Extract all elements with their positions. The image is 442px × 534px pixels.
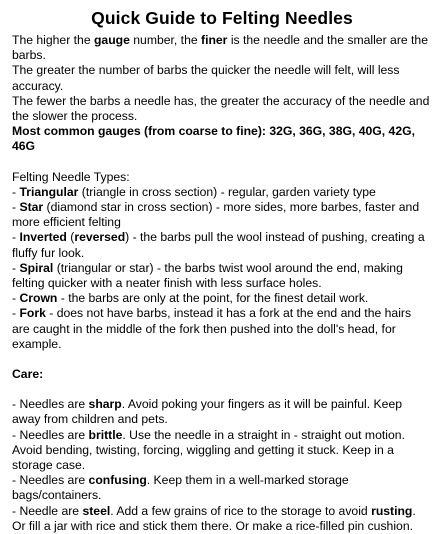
document-page — [12, 0, 432, 534]
text-run: . Keep them in a well-marked storage bags/containers. — [12, 473, 349, 503]
text-run: (triangular or star) - the barbs twist wool around the end, making felting quicker with a neater finish with less surface holes. — [12, 260, 403, 291]
intro-paragraph — [12, 63, 432, 93]
text-run: The greater the number of barbs the quicker the needle will felt, will less accuracy. — [12, 63, 400, 93]
bold-text: Star — [19, 200, 44, 215]
bold-text: sharp — [88, 397, 122, 412]
care-item — [12, 473, 432, 503]
care-section — [12, 367, 432, 534]
text-run: ( — [66, 230, 75, 245]
text-run: - Needle are — [12, 503, 83, 518]
intro-section — [12, 33, 432, 155]
text-run: The fewer the barbs a needle has, the greater the accuracy of the needle and the slower the process. — [12, 93, 430, 124]
care-item — [12, 397, 432, 427]
bold-text: steel — [82, 503, 111, 518]
text-run: . Avoid poking your fingers as it will be painful. Keep away from children and pets. — [12, 397, 403, 427]
bold-text: Crown — [19, 291, 58, 306]
text-run: is the needle and the smaller are the barbs. — [12, 33, 428, 63]
common-gauges — [12, 124, 432, 154]
needle-types-heading: Felting Needle Types: — [12, 169, 130, 184]
text-run: - — [12, 200, 20, 215]
bold-text: reversed — [74, 230, 126, 245]
text-run: - — [12, 260, 20, 275]
text-run: - — [12, 184, 20, 199]
text-run: - — [12, 230, 20, 245]
bold-text: Most common gauges (from coarse to fine): 32G, 36G, 38G, 40G, 42G, 46G — [12, 124, 415, 154]
needle-type-item — [12, 291, 432, 306]
bold-text: rusting — [371, 503, 413, 518]
needle-type-item — [12, 200, 432, 230]
text-run: number, the — [129, 33, 202, 47]
care-item — [12, 504, 432, 534]
text-run: - — [12, 291, 20, 306]
bold-text: Inverted — [19, 230, 67, 245]
bold-text: Spiral — [19, 260, 54, 275]
needle-types-section — [12, 170, 432, 352]
needle-type-item — [12, 306, 432, 352]
text-run: . Use the needle in a straight in - straight out motion. Avoid bending, twisting, forcing, wiggling and getting it stuck. Keep in a storage case. — [12, 427, 405, 473]
text-run: . Add a few grains of rice to the storage to avoid — [110, 503, 372, 518]
text-run: - — [12, 306, 20, 321]
text-run: ) - the barbs pull the wool instead of pushing, creating a fluffy fur look. — [12, 230, 425, 260]
needle-type-item — [12, 185, 432, 200]
text-run: (triangle in cross section) - regular, garden variety type — [78, 184, 376, 199]
intro-paragraph — [12, 33, 432, 63]
care-heading: Care: — [12, 367, 44, 382]
care-item — [12, 428, 432, 474]
intro-paragraph — [12, 94, 432, 124]
text-run: (diamond star in cross section) - more sides, more barbes, faster and more efficient felting — [12, 200, 420, 230]
text-run: - Needles are — [12, 427, 89, 442]
text-run: . Or fill a jar with rice and stick them there. Or make a rice-filled pin cushion. — [12, 503, 416, 533]
bold-text: finer — [201, 33, 228, 47]
needle-type-item — [12, 230, 432, 260]
needle-type-item — [12, 261, 432, 291]
bold-text: confusing — [88, 473, 147, 488]
page-title: Quick Guide to Felting Needles — [91, 8, 353, 28]
bold-text: Fork — [19, 306, 46, 321]
text-run: - does not have barbs, instead it has a fork at the end and the hairs are caught in the middle of the fork then pushed into the doll's head, for example. — [12, 306, 412, 351]
text-run: - Needles are — [12, 473, 89, 488]
text-run: - the barbs are only at the point, for the finest detail work. — [57, 291, 369, 306]
bold-text: brittle — [88, 427, 123, 442]
text-run: - Needles are — [12, 397, 89, 412]
text-run: The higher the — [12, 33, 94, 47]
bold-text: Triangular — [19, 184, 79, 199]
bold-text: gauge — [93, 33, 130, 47]
